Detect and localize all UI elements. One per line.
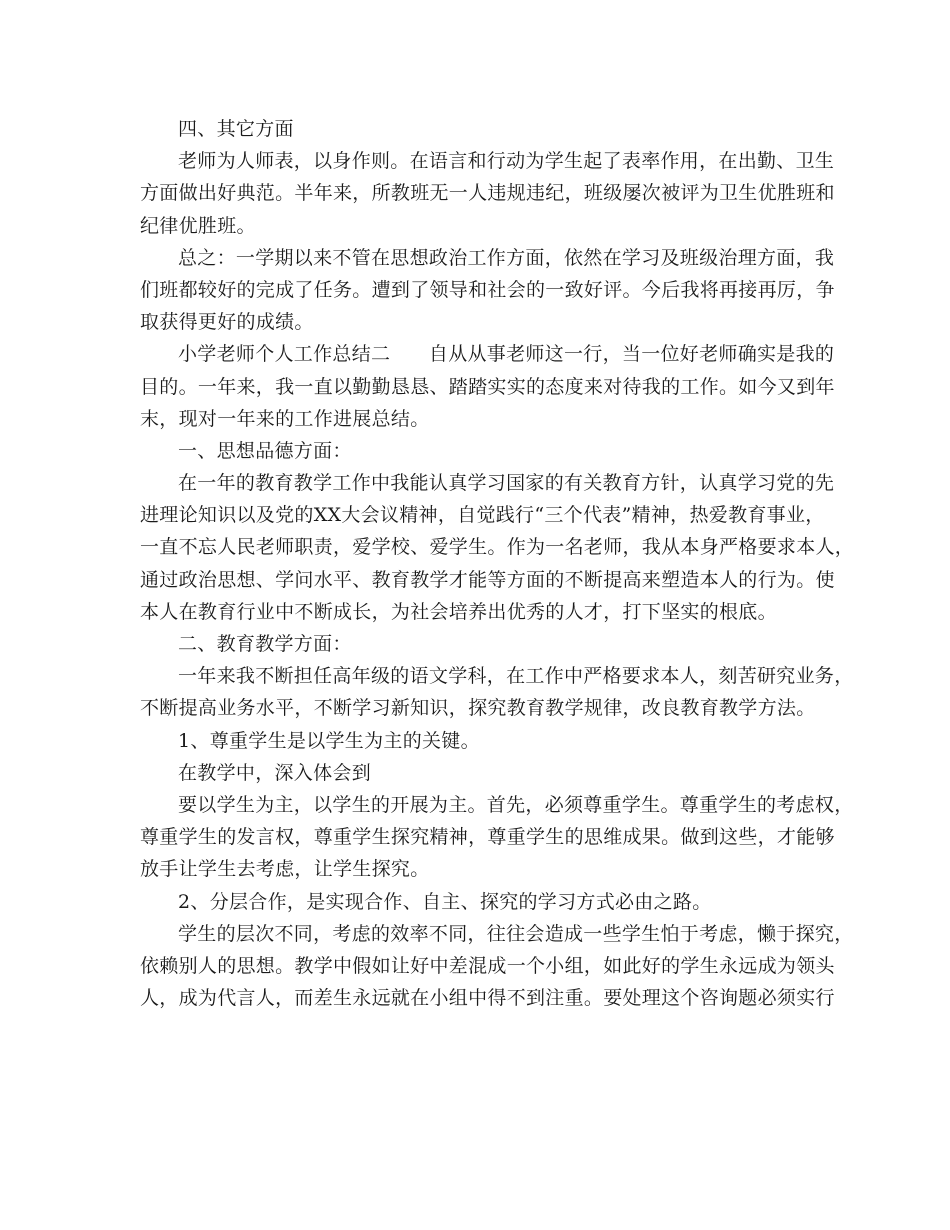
text-line: 依赖别人的思想。教学中假如让好中差混成一个小组，如此好的学生永远成为领头	[140, 954, 835, 977]
text-line: 小学老师个人工作总结二 自从从事老师这一行，当一位好老师确实是我的	[178, 343, 835, 366]
text-line: 1、尊重学生是以学生为主的关键。	[178, 729, 480, 752]
text-line: 2、分层合作，是实现合作、自主、探究的学习方式必由之路。	[178, 890, 712, 913]
text-line: 本人在教育行业中不断成长，为社会培养出优秀的人才，打下坚实的根底。	[140, 600, 777, 623]
text-line: 四、其它方面	[178, 118, 294, 140]
text-line: 在教学中，深入体会到	[178, 761, 372, 784]
text-line: 目的。一年来，我一直以勤勤恳恳、踏踏实实的态度来对待我的工作。如今又到年	[140, 375, 835, 398]
text-line: 一、思想品德方面：	[178, 439, 352, 462]
text-line: 纪律优胜班。	[140, 214, 256, 237]
text-line: 学生的层次不同，考虑的效率不同，往往会造成一些学生怕于考虑，懒于探究，	[178, 922, 854, 945]
text-line: 取获得更好的成绩。	[140, 311, 314, 334]
document-page	[140, 113, 855, 1014]
text-line: 进理论知识以及党的XX大会议精神，自觉践行“三个代表”精神，热爱教育事业，	[140, 504, 825, 527]
text-line: 通过政治思想、学问水平、教育教学才能等方面的不断提高来塑造本人的行为。使	[140, 568, 835, 591]
text-line: 要以学生为主，以学生的开展为主。首先，必须尊重学生。尊重学生的考虑权，	[178, 793, 854, 816]
text-line: 一直不忘人民老师职责，爱学校、爱学生。作为一名老师，我从本身严格要求本人，	[140, 536, 855, 559]
text-line: 老师为人师表，以身作则。在语言和行动为学生起了表率作用，在出勤、卫生	[178, 150, 835, 173]
text-line: 不断提高业务水平，不断学习新知识，探究教育教学规律，改良教育教学方法。	[140, 697, 816, 720]
text-line: 末，现对一年来的工作进展总结。	[140, 407, 430, 430]
text-line: 人，成为代言人，而差生永远就在小组中得不到注重。要处理这个咨询题必须实行	[140, 987, 835, 1010]
text-line: 尊重学生的发言权，尊重学生探究精神，尊重学生的思维成果。做到这些，才能够	[140, 826, 835, 849]
text-line: 一年来我不断担任高年级的语文学科，在工作中严格要求本人，刻苦研究业务，	[178, 665, 854, 688]
text-line: 们班都较好的完成了任务。遭到了领导和社会的一致好评。今后我将再接再厉，争	[140, 278, 835, 301]
text-line: 方面做出好典范。半年来，所教班无一人违规违纪，班级屡次被评为卫生优胜班和	[140, 182, 835, 205]
text-line: 在一年的教育教学工作中我能认真学习国家的有关教育方针，认真学习党的先	[178, 472, 835, 495]
text-line: 二、教育教学方面：	[178, 633, 352, 655]
text-line: 总之：一学期以来不管在思想政治工作方面，依然在学习及班级治理方面，我	[178, 246, 835, 269]
text-line: 放手让学生去考虑，让学生探究。	[140, 858, 430, 881]
